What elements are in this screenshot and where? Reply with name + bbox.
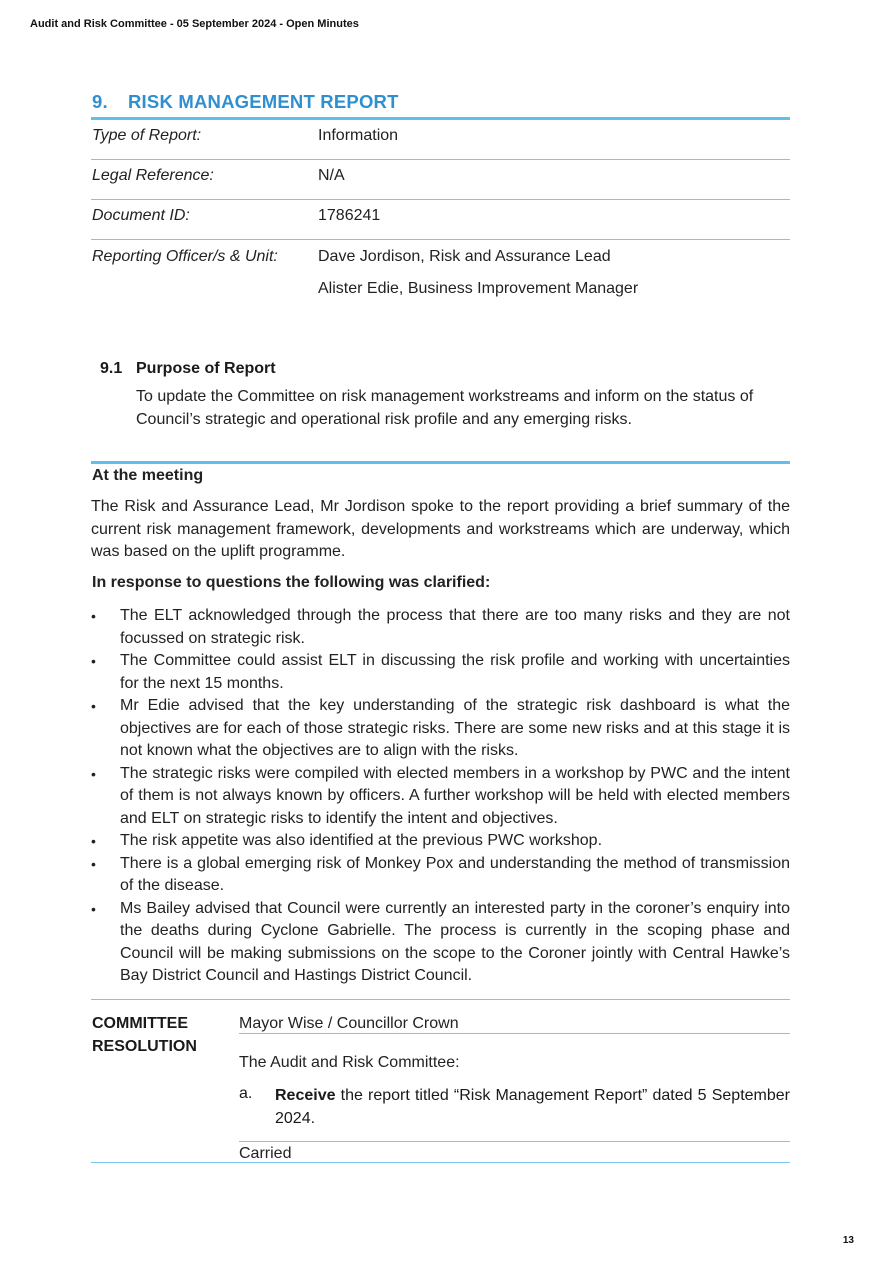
meta-label-docid: Document ID:: [92, 207, 190, 224]
list-item: • Ms Bailey advised that Council were currently an interested party in the coroner’s enquiry into the deaths during Cyclone Gabrielle. The process is currently in the scoping phase and Council will be making submissions on the scope to the Coroner jointly with Central Hawke’s Bay District Council and Hastings District Council.: [91, 898, 790, 988]
purpose-heading: Purpose of Report: [136, 360, 276, 377]
meta-label-type: Type of Report:: [92, 127, 202, 144]
resolution-moved: Mayor Wise / Councillor Crown: [239, 1015, 459, 1032]
list-item: • The Committee could assist ELT in discussing the risk profile and working with uncertainties for the next 15 months.: [91, 650, 790, 695]
resolution-intro: The Audit and Risk Committee:: [239, 1054, 460, 1071]
purpose-number: 9.1: [100, 360, 123, 377]
list-item: • The strategic risks were compiled with elected members in a workshop by PWC and the intent of them is not always known by officers. A further workshop will be held with elected members and ELT on strategic risks to identify the intent and objectives.: [91, 763, 790, 831]
resolution-item: [275, 1085, 790, 1130]
resolution-label-line2: RESOLUTION: [92, 1037, 197, 1055]
resolution-label: [92, 1013, 222, 1058]
resolution-item-letter: a.: [239, 1085, 253, 1102]
questions-heading: In response to questions the following was clarified:: [92, 574, 491, 591]
meta-label-legal: Legal Reference:: [92, 167, 214, 184]
page-number: 13: [842, 1235, 854, 1246]
meeting-rule: [91, 461, 790, 464]
meta-value-type: Information: [318, 127, 399, 144]
list-item: • The risk appetite was also identified at the previous PWC workshop.: [91, 830, 790, 853]
report-number: 9.: [92, 91, 108, 112]
resolution-bottom-rule: [91, 1162, 790, 1163]
resolution-label-line1: COMMITTEE: [92, 1015, 188, 1032]
meeting-paragraph: The Risk and Assurance Lead, Mr Jordison spoke to the report providing a brief summary of the current risk management framework, developments and workstreams which are underway, which was based on the uplift programme.: [91, 498, 790, 560]
resolution-top-rule: [91, 999, 790, 1000]
meta-divider: [91, 159, 790, 160]
meeting-heading: At the meeting: [92, 467, 204, 484]
meta-label-officers: Reporting Officer/s & Unit:: [92, 248, 278, 265]
document-header: Audit and Risk Committee - 05 September 2024 - Open Minutes: [30, 18, 359, 30]
meta-divider: [91, 239, 790, 240]
report-title-text: RISK MANAGEMENT REPORT: [128, 91, 399, 112]
meta-value-officer-1: Dave Jordison, Risk and Assurance Lead: [318, 248, 611, 265]
clarification-list: [91, 605, 790, 988]
resolution-outcome: Carried: [239, 1145, 292, 1162]
meta-value-officer-2: Alister Edie, Business Improvement Manager: [318, 280, 639, 297]
report-title: [92, 91, 399, 113]
list-item: • There is a global emerging risk of Monkey Pox and understanding the method of transmission of the disease.: [91, 853, 790, 898]
meta-value-docid: 1786241: [318, 207, 381, 224]
resolution-divider: [239, 1033, 790, 1034]
resolution-divider: [239, 1141, 790, 1142]
resolution-item-bold: Receive: [275, 1087, 336, 1104]
meta-value-legal: N/A: [318, 167, 345, 184]
meta-divider: [91, 199, 790, 200]
list-item: • Mr Edie advised that the key understanding of the strategic risk dashboard is what the objectives are for each of those strategic risks. There are some new risks and at this stage it is not known what the objectives are to align with the risks.: [91, 695, 790, 763]
resolution-item-text: the report titled “Risk Management Report” dated 5 September 2024.: [275, 1087, 790, 1127]
title-rule: [91, 117, 790, 120]
list-item: • The ELT acknowledged through the process that there are too many risks and they are not focussed on strategic risk.: [91, 605, 790, 650]
purpose-text: To update the Committee on risk management workstreams and inform on the status of Council’s strategic and operational risk profile and any emerging risks.: [136, 388, 754, 428]
